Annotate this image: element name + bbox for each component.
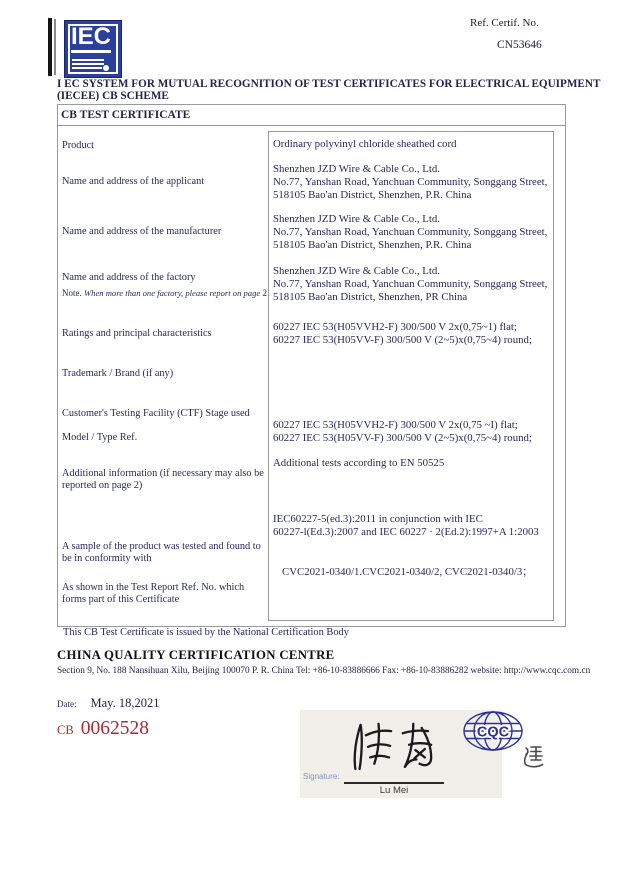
ratings-value-line2: 60227 IEC 53(H05VV-F) 300/500 V (2~5)x(0,75~4) round;: [273, 334, 532, 347]
certificate-table: [57, 104, 566, 627]
additional-info-label: Additional information (if necessary may also be reported on page 2): [62, 468, 264, 491]
factory-note-page: 2: [262, 288, 267, 298]
ref-certif-number: CN53646: [497, 39, 542, 51]
cb-number: 0062528: [80, 718, 149, 739]
ctf-label: Customer's Testing Facility (CTF) Stage used: [62, 408, 250, 419]
scheme-title-line2: (IECEE) CB SCHEME: [57, 89, 169, 102]
model-label: Model / Type Ref.: [62, 432, 138, 443]
iec-logo-line: [72, 63, 104, 65]
model-value-line1: 60227 IEC 53(H05VVH2-F) 300/500 V 2x(0,75 ~I) flat;: [273, 419, 518, 431]
factory-value: [273, 265, 549, 305]
ncb-name: CHINA QUALITY CERTIFICATION CENTRE: [57, 648, 335, 662]
test-report-label: As shown in the Test Report Ref. No. which forms part of this Certificate: [62, 582, 245, 605]
factory-value-line3: 518105 Bao'an District, Shenzhen, PR China: [273, 291, 468, 304]
applicant-value-line2: No.77, Yanshan Road, Yanchuan Community, Songgang Street,: [273, 176, 548, 189]
ratings-label: Ratings and principal characteristics: [62, 328, 212, 339]
manufacturer-label: Name and address of the manufacturer: [62, 226, 222, 237]
factory-value-line1: Shenzhen JZD Wire & Cable Co., Ltd.: [273, 265, 440, 277]
applicant-value-line3: 518105 Bao'an District, Shenzhen, P.R. China: [273, 189, 472, 202]
sample-value-line2: 60227-l(Ed.3):2007 and IEC 60227 · 2(Ed.2):1997+A 1:2003: [273, 526, 539, 539]
ratings-value-line1: 60227 IEC 53(H05VVH2-F) 300/500 V 2x(0,75~1) flat;: [273, 321, 517, 333]
date-value: May. 18,2021: [90, 696, 160, 710]
ncb-address: Section 9, No. 188 Nansihuan Xilu, Beijing 100070 P. R. China Tel: +86-10-83886666 Fax: +86-10-83886282 website: http://www.cqc.com.cn: [57, 666, 591, 676]
manufacturer-value-line3: 518105 Bao'an District, Shenzhen, P.R. China: [273, 239, 472, 252]
certificate-title: CB TEST CERTIFICATE: [58, 105, 565, 126]
applicant-value: [273, 163, 549, 203]
applicant-label: Name and address of the applicant: [62, 176, 205, 187]
iec-logo-spine: [48, 18, 52, 76]
date-label: Date:: [57, 699, 77, 709]
issued-statement: This CB Test Certificate is issued by the National Certification Body: [63, 627, 349, 638]
scheme-title: [57, 79, 613, 103]
signature-label: Signature:: [303, 772, 340, 781]
sample-conformity-label: A sample of the product was tested and found to be in conformity with: [62, 541, 261, 564]
handwritten-signature-icon: [348, 718, 448, 785]
factory-label: Name and address of the factory: [62, 272, 196, 283]
test-report-value: CVC2021-0340/1.CVC2021-0340/2, CVC2021-0340/3；: [282, 566, 534, 578]
cb-prefix: CB: [57, 723, 74, 737]
factory-note-prefix: Note.: [62, 288, 82, 298]
signature-line: [344, 782, 444, 784]
values-box: [268, 131, 554, 621]
product-value: Ordinary polyvinyl chloride sheathed cord: [273, 138, 457, 150]
ref-certif-label: Ref. Certif. No.: [470, 17, 539, 29]
cb-certificate-number: [57, 718, 149, 740]
manufacturer-value-line2: No.77, Yanshan Road, Yanchuan Community, Songgang Street,: [273, 226, 548, 239]
sample-conformity-value: [273, 513, 549, 539]
factory-note: [62, 288, 270, 300]
additional-info-value: Additional tests according to EN 50525: [273, 457, 445, 469]
manufacturer-value-line1: Shenzhen JZD Wire & Cable Co., Ltd.: [273, 213, 440, 225]
trademark-label: Trademark / Brand (if any): [62, 368, 174, 379]
model-value-line2: 60227 IEC 53(H05VV-F) 300/500 V (2~5)x(0,75~4) round;: [273, 432, 532, 445]
signatory-name: Lu Mei: [379, 785, 409, 796]
iec-logo-line: [72, 67, 102, 69]
iec-logo-spine-shadow: [54, 19, 56, 75]
scheme-title-line1: I EC SYSTEM FOR MUTUAL RECOGNITION OF TEST CERTIFICATES FOR ELECTRICAL EQUIPMENT: [57, 78, 601, 90]
cqc-logo-icon: [462, 710, 524, 757]
iec-logo-line: [72, 59, 104, 61]
jian-stamp-character-icon: [521, 744, 545, 775]
model-value: [273, 419, 549, 445]
iec-logo-dot: [103, 65, 109, 71]
manufacturer-value: [273, 213, 549, 253]
iec-logo-text: IEC: [71, 25, 111, 53]
product-label: Product: [62, 140, 95, 151]
ratings-value: [273, 321, 549, 347]
date-row: [57, 694, 159, 712]
applicant-value-line1: Shenzhen JZD Wire & Cable Co., Ltd.: [273, 163, 440, 175]
factory-value-line2: No.77, Yanshan Road, Yanchuan Community, Songgang Street,: [273, 278, 548, 291]
factory-note-italic: When more than one factory, please report on page: [84, 288, 261, 298]
sample-value-line1: IEC60227-5(ed.3):2011 in conjunction with IEC: [273, 513, 483, 525]
iec-logo: [64, 20, 122, 78]
cqc-logo-text: CQC: [476, 724, 510, 741]
